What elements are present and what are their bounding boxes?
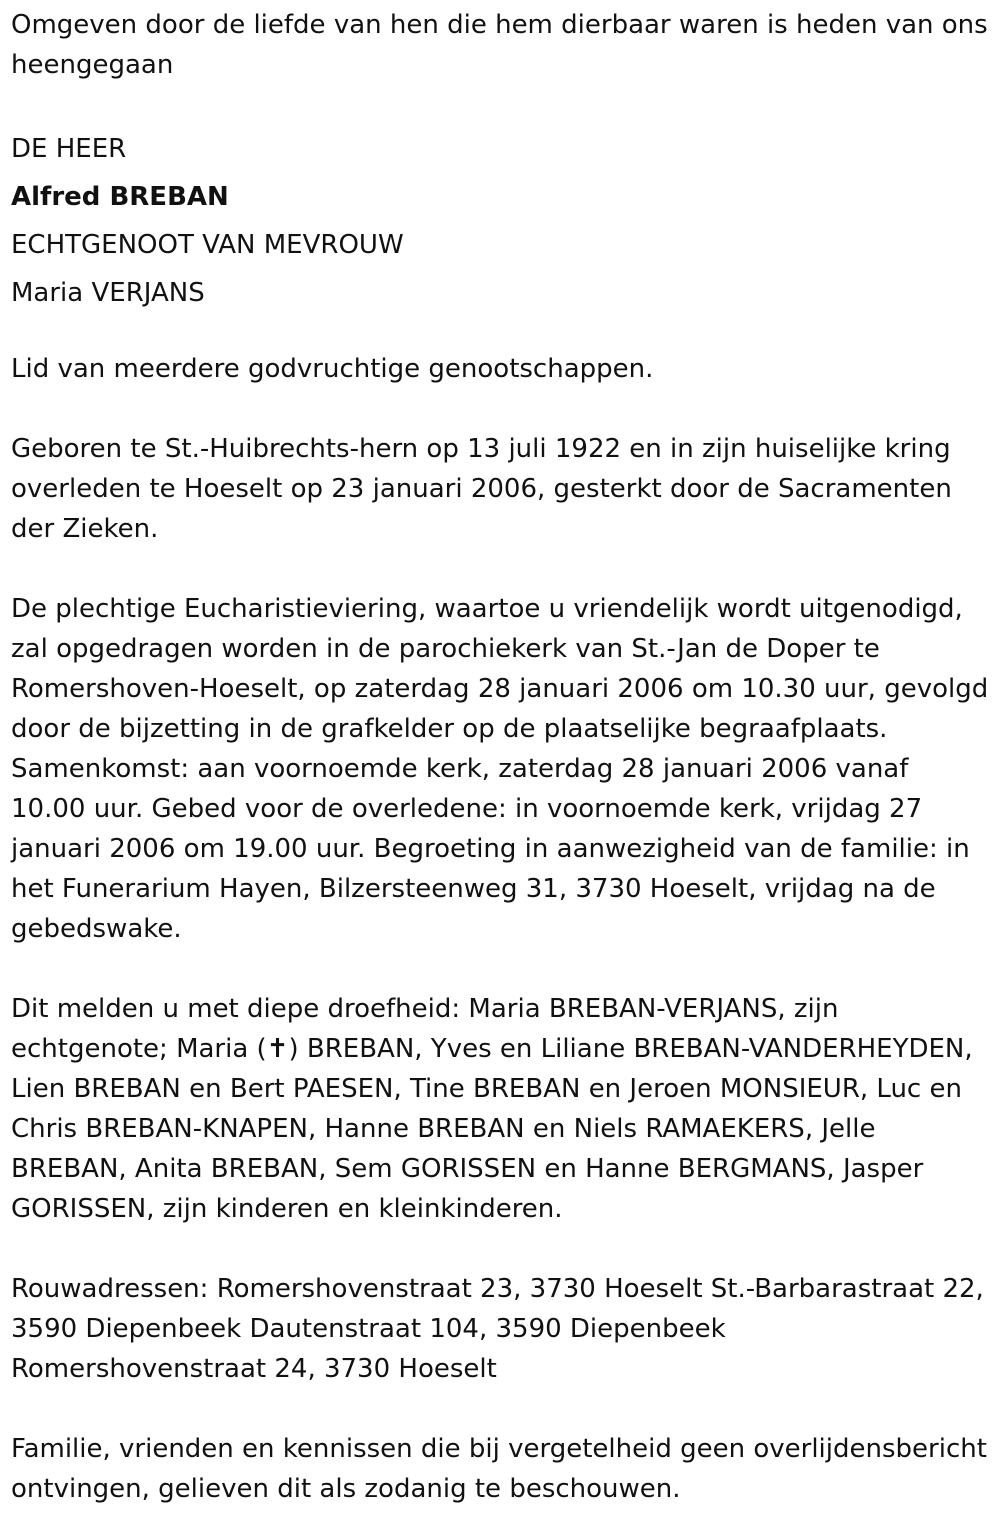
membership-paragraph: Lid van meerdere godvruchtige genootschappen. xyxy=(11,354,654,384)
intro-paragraph: Omgeven door de liefde van hen die hem dierbaar waren is heden van ons heengegaan xyxy=(11,10,988,80)
deceased-heading xyxy=(11,125,989,317)
title-line: DE HEER xyxy=(11,134,127,164)
addresses-paragraph: Rouwadressen: Romershovenstraat 23, 3730 Hoeselt St.-Barbarastraat 22, 3590 Diepenbeek Dautenstraat 104, 3590 Diepenbeek Romershovenstraat 24, 3730 Hoeselt xyxy=(11,1274,984,1384)
deceased-name: Alfred BREBAN xyxy=(11,182,229,212)
spouse-label: ECHTGENOOT VAN MEVROUW xyxy=(11,230,404,260)
family-paragraph: Dit melden u met diepe droefheid: Maria BREBAN-VERJANS, zijn echtgenote; Maria (✝) BREBAN, Yves en Liliane BREBAN-VANDERHEYDEN, Lien BREBAN en Bert PAESEN, Tine BREBAN en Jeroen MONSIEUR, Luc en Chris BREBAN-KNAPEN, Hanne BREBAN en Niels RAMAEKERS, Jelle BREBAN, Anita BREBAN, Sem GORISSEN en Hanne BERGMANS, Jasper GORISSEN, zijn kinderen en kleinkinderen. xyxy=(11,994,973,1224)
birth-death-paragraph: Geboren te St.-Huibrechts-hern op 13 juli 1922 en in zijn huiselijke kring overleden te Hoeselt op 23 januari 2006, gesterkt door de Sacramenten der Zieken. xyxy=(11,434,952,544)
closing-paragraph: Familie, vrienden en kennissen die bij vergetelheid geen overlijdensbericht ontvingen, gelieven dit als zodanig te beschouwen. xyxy=(11,1434,987,1504)
ceremony-paragraph: De plechtige Eucharistieviering, waartoe u vriendelijk wordt uitgenodigd, zal opgedragen worden in de parochiekerk van St.-Jan de Doper te Romershoven-Hoeselt, op zaterdag 28 januari 2006 om 10.30 uur, gevolgd door de bijzetting in de grafkelder op de plaatselijke begraafplaats. Samenkomst: aan voornoemde kerk, zaterdag 28 januari 2006 vanaf 10.00 uur. Gebed voor de overledene: in voornoemde kerk, vrijdag 27 januari 2006 om 19.00 uur. Begroeting in aanwezigheid van de familie: in het Funerarium Hayen, Bilzersteenweg 31, 3730 Hoeselt, vrijdag na de gebedswake. xyxy=(11,594,989,944)
spouse-name: Maria VERJANS xyxy=(11,278,205,308)
